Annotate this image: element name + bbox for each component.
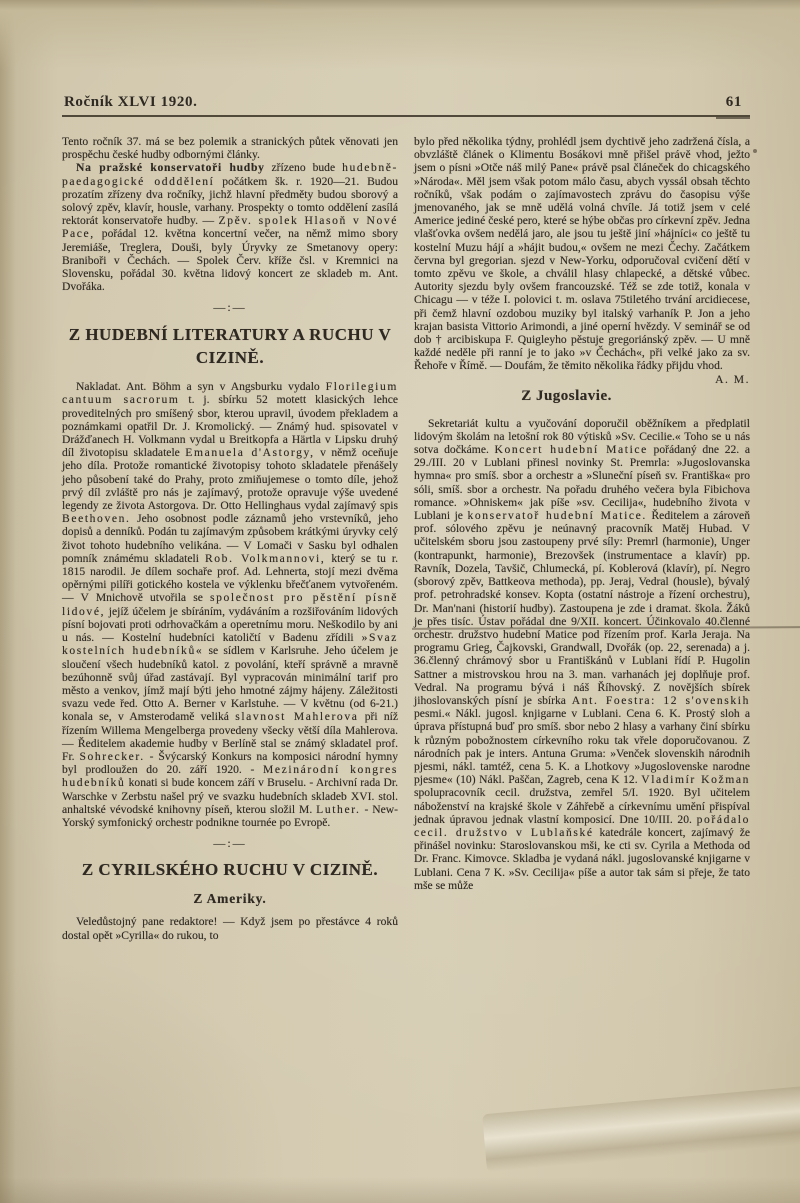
text-columns <box>62 135 750 942</box>
section-title-jugoslavia: Z Jugoslavie. <box>521 387 612 404</box>
page-header <box>62 94 750 117</box>
literature-body-paragraph: Nakladat. Ant. Böhm a syn v Angsburku vydalo Florilegium cantuum sacrorum t. j. sbírku 52 motett klasických lehce proveditelných pro smíšený sbor, kterou upravil, úvodem překladem a poznámkami opatřil Dr. J. Kromolický. — Známý hud. spisovatel v Drážďanech H. Volkmann vydal u Breitkopfa a Härtla v Lipsku druhý díl životopisu skladatele Emanuela d'Astorgy, v němž oceňuje jeho díla. Protože romantické životopisy tohoto skladatele přenášely jeho působení také do Prahy, proto zmiňujemese o tomto díle, jehož prvý díl zvláště pro nás je zajímavý, protože opravuje výše uvedené legendy ze života Astorgova. Dr. Otto Hellinghaus vydal zajímavý spis Beethoven. Jeho osobnost podle záznamů jeho vrstevníků, jeho dopisů a denníků. Podán tu zajímavým způsobem krátkými úryvky celý život tohoto hudebního velikána. — V Lomači v Sasku byl odhalen pomník známému skladateli Rob. Volkmannovi, který se tu r. 1815 narodil. Je dílem sochaře prof. Ad. Lehnerta, stojí mezi dvěma opěrnými pilíři gotického kostela ve výklenku břečťanem vytvořeném. — V Mnichově utvořila se společnost pro pěstění písně lidové, jejíž účelem je sbíráním, vydáváním a rozšiřováním lidových písní bojovati proti odrhovačkám a operetnímu moru. Neškodilo by ani u nás. — Kostelní hudebníci katoličtí v Badenu zřídili »Svaz kostelních hudebníků« se sídlem v Karlsruhe. Jeho účelem je sloučení všech hudebníků katol. z povolání, kteří správně a mravně bezúhonně svůj úřad zastávají. Byl vypracován minimální tarif pro město a venkov, jímž mají býti jeho hmotné zájmy hájeny. Záležitosti svazu vede řed. Otto A. Berner v Karlstuhe. — V květnu (od 6-21.) konala se, v Amsterodamě veliká slavnost Mahlerova při níž řízením Willema Mengelberga provedeny všecky větší díla Mahlerova. — Ředitelem akademie hudby v Berlíně stal se známý skladatel prof. Fr. Sohrecker. - Švýcarský Konkurs na komposici národní hymny byl prodloužen do 20. září 1920. - Mezinárodní kongres hudebníků konati si bude koncem září v Bruselu. - Archivní rada Dr. Warschke v Zerbstu našel prý ve svazku hudebních skladeb XVI. stol. anhaltské vévodské knihovny píseň, kterou složil M. Luther. - New-Yorský symfonický orchestr podnikne tournée po Evropě. <box>62 380 398 829</box>
paper-fold-crease <box>482 1084 800 1172</box>
section-title-cyril: Z CYRILSKÉHO RUCHU V CIZINĚ. <box>81 860 379 880</box>
subsection-title-america: Z Ameriky. <box>193 891 267 907</box>
america-letter-paragraph: bylo před několika týdny, prohlédl jsem dychtivě jeho zadržená čísla, a obvzláště článek o Klimentu Bosákovi mně přišel právě vhod, ježto jsem o písni »Otče náš milý Pane« právě psal článeček do chicagského »Národa«. Měl jsem však potom málo času, abych vyssál obsah těchto ročníků, však podám o zajímavostech zprávu do časopisu výše jmenovaného, jak se mně udělá volná chvíle. Já totiž jsem v celé Americe jediné české pero, které se hýbe občas pro církevní zpěv. Jedna vlašťovka ovšem nedělá jaro, ale jsou tu ještě jiní »hájníci« co ještě tu kostelní Muzu hájí a »hájit budou,« ovšem ne mezi Čechy. Začátkem června byl gregorian. sjezd v New-Yorku, odporučoval cvičení dětí v tomto zpěvu ve škole, a chválil hlasy chlapecké, a dětské vůbec. Autority sjezdu byly ovšem francouzské. Též se zde totiž, konala v Chicagu — v téže I. polovici t. m. oslava 75tiletého trvání arcidiecese, při čemž hlavní ozdobou muziky byl italský varhaník P. Jon a jeho krajan basista Vittorio Arimondi, a jiné operní hvězdy. V seminář se od dob † arcibiskupa F. Quigleyho pěstuje gregoriánský zpěv. — U mně každé neděle při ranní je to jako »v Čechách«, při velké jako za sv. Řehoře v Římě. — Doufám, že těmito několika řádky přijdu vhod. A. M. <box>414 135 750 386</box>
ink-speck-artifact <box>753 149 757 153</box>
continuation-paragraph: Tento ročník 37. má se bez polemik a stranických půtek věnovati jen prospěchu české hudby odbornými články. <box>62 135 398 162</box>
america-letter-opening: Veledůstojný pane redaktore! — Když jsem po přestávce 4 roků dostal opět »Cyrilla« do rukou, to <box>62 915 398 942</box>
section-separator: —:— <box>213 836 247 851</box>
prague-conservatory-paragraph: Na pražské konservatoři hudby zřízeno bude hudebně-paedagogické odddělení počátkem šk. r. 1920—21. Budou prozatím zřízeny dva ročníky, jichž hlavní předměty budou sborový a solový zpěv, klavír, housle, varhany. Prospekty o tomto oddělení zasílá rektorát konservatoře hudby. — Zpěv. spolek Hlasoň v Nové Pace, pořádal 12. května koncertní večer, na němž mimo sbory Jeremiáše, Treglera, Douši, byly Úryvky ze Smetanovy opery: Braniboři v Čechách. — Spolek Červ. kříže čsl. v Kremnici na Slovensku, pořádal 30. května lidový koncert ze skladeb m. Ant. Dvořáka. <box>62 161 398 294</box>
jugoslavia-body-paragraph: Sekretariát kultu a vyučování doporučil oběžníkem a předplatil lidovým školám na letošní rok 80 výtisků »Sv. Cecilie.« Toho se u nás sotva dočkáme. Koncert hudební Matice pořádaný dne 22. a 29./III. 20 v Lublani přinesl novinky St. Premrla: »Jugoslovanska hymna« pro smíš. sbor a orchestr a »Sluneční píseň sv. Františka« pro sóli, smíš. sbor a orchestr. Na pořadu druhého večera byla Fibichova romance. »Ohniskem« jak píše »sv. Cecilija«, hudebního života v Lublani je konservatoř hudební Matice. Ředitelem a zároveň prof. sólového zpěvu je neúnavný pracovník Matěj Hubad. V učitelském sboru jsou zastoupeny prvé síly: Premrl (harmonie), Unger (kontrapunkt, harmonie), Brezovšek (instrumentace a klavír) pp. Ravník, Dozela, Tavšič, Chlumecká, pí. Koblerová (klavír), pí. Negro (sborový zpěv, Battkeova methoda), pp. Jeraj, Vedral (housle), bývalý prof. petrohradské konsev. Kopta (ostatní nástroje a řízení orchestru), Dr. Man'nani (historií hudby). Zastoupena je zde i dramat. škola. Žáků je přes tisíc. Ústav pořádal dne 9/XII. koncert. Účinkovalo 40.členné orchestr. družstvo hudební Matice pod řízením prof. Karla Jeraja. Na programu Grieg, Čajkovski, Grandwall, Dvořák (op. 22, serenada) a j. 36.členný chrámový sbor u Františkánů v Lublani řídí P. Hugolin Sattner a mistrovskou hrou na 3. man. varhanách jej doplňuje prof. Vedral. Na programu bývá i náš Říhovský. Z novějších sbírek jihoslovanských písní je sbírka Ant. Foestra: 12 s'ovenskih pesmi.« Nákl. jugosl. knjigarne v Lublani. Cena 6. K. Prostý sloh a úprava přístupná buď pro smíš. sbor nebo 2 hlasy a varhany činí sbírku k různým pobožnostem církevního roku tak vřele doporučovanou. Z národních pak je inters. Antuna Gruma: »Venček slovenskih národnih pjesmi, nákl. tamtéž, cena 5. K. a Lhotkovy »Jugoslovenske narodne pjesme« (10) Nákl. Paščan, Zagreb, cena K 12. Vladimír Kožman spolupracovník cecil. družstva, zemřel 5/I. 1920. Byl učitelem náboženství na krajské škole v Záhřebě a církevnímu umění přispíval jednak úpravou jednak vlastní komposicí. Dne 10/III. 20. pořádalo cecil. družstvo v Lublaňské katedrále koncert, zajímavý že přinášel novinku: Staroslovanskou mši, ke cti sv. Cyrila a Methoda od Dr. Franc. Kimovce. Skladba je vydaná nákl. jugoslovanské knjigarne v Lublani. Cena 7 K. »Sv. Cecilija« píše a autor tak sám si přeje, že tato mše se může <box>414 416 751 892</box>
left-column <box>62 135 398 942</box>
section-separator: —:— <box>213 300 247 315</box>
volume-label: Ročník XLVI 1920. <box>64 94 198 110</box>
page-number: 61 <box>720 94 748 111</box>
right-column <box>414 135 750 942</box>
page-content <box>62 94 750 942</box>
section-title-literature: Z HUDEBNÍ LITERATURY A RUCHU V CIZINĚ. <box>68 324 392 368</box>
